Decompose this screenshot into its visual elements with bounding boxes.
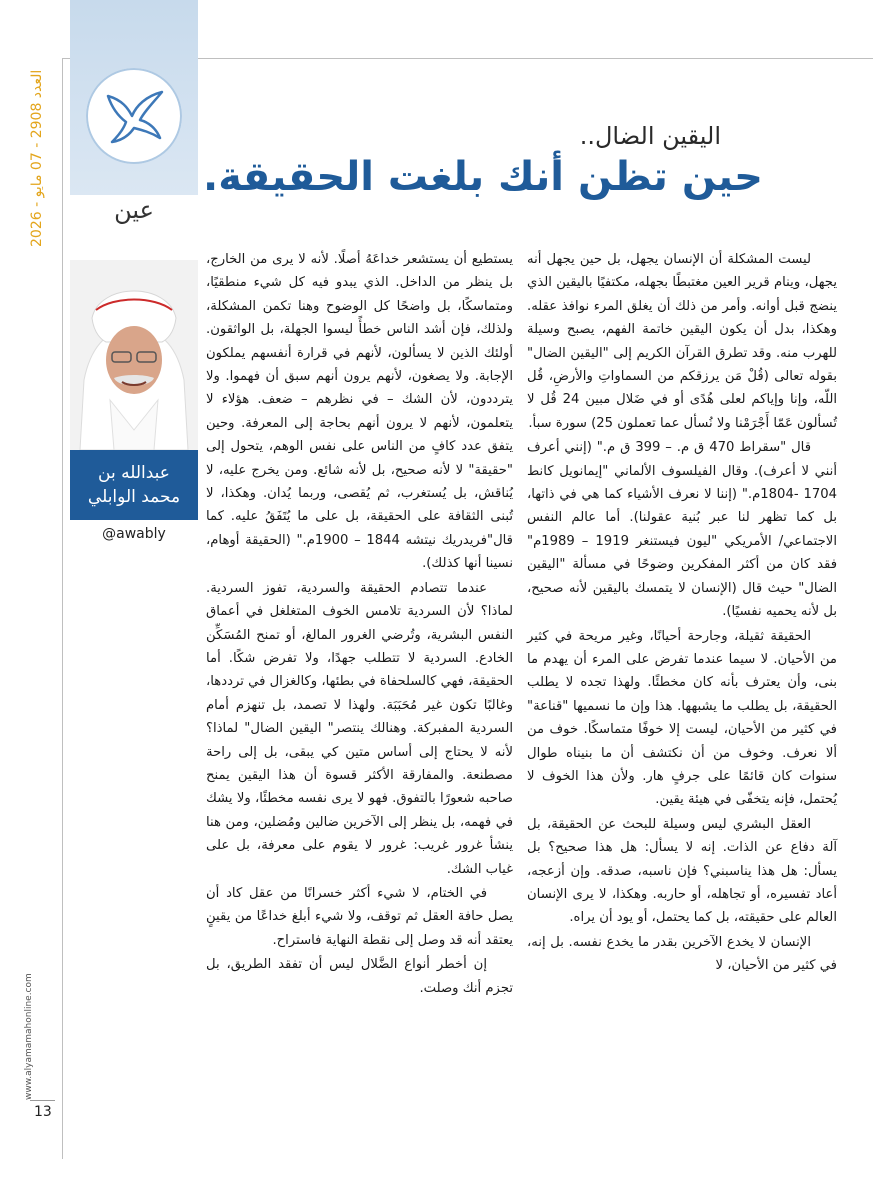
author-photo <box>70 260 198 450</box>
page-number: 13 <box>34 1104 52 1120</box>
paragraph: العقل البشري ليس وسيلة للبحث عن الحقيقة، بل آلة دفاع عن الذات. إنه لا يسأل: هل هذا صحيح؟ بل يسأل: هل هذا يناسبني؟ فإن ناسبه، صدقه. وإن أزعجه، أعاد تفسيره، أو تجاهله، أو حاربه. وهكذا، لا يرى الإنسان العالم على حقيقته، بل كما يحتمل، أو يود أن يراه. <box>527 816 837 926</box>
section-name: عين <box>114 196 154 224</box>
paragraph: إن أخطر أنواع الضَّلال ليس أن تفقد الطريق، بل تجزم أنك وصلت. <box>206 957 513 996</box>
paragraph: الحقيقة ثقيلة، وجارحة أحيانًا، وغير مريحة في كثير من الأحيان. لا سيما عندما تفرض على المرء أن يهدم ما بنى، وأن يعترف بأنه كان مخطئًا. ولهذا تجده لا يطلب الحقيقة، بل يطلب ما يشبهها. هذا وإن ما نسميها "قناعة" في كثير من الأحيان، ليست إلا خوفًا متماسكًا. خوف من ألا نعرف. وخوف من أن نكتشف أن ما بنيناه طوال سنوات كان قائمًا على جرفٍ هار. ولأن هذا الخوف لا يُحتمل، فإنه يتخفّى في هيئة يقين. <box>527 628 837 808</box>
author-name-line1: عبدالله بن <box>98 463 170 483</box>
bird-logo-icon <box>100 82 168 150</box>
section-logo <box>86 68 182 164</box>
paragraph: ليست المشكلة أن الإنسان يجهل، بل حين يجهل أنه يجهل، وينام قرير العين مغتبطًا بجهله، مكتفيًا باليقين الذي ينضج قبل أوانه. وأمر من ذلك أن يغلق المرء نوافذ عقله. وهكذا، بدل أن يكون اليقين خاتمة الفهم، يصبح وسيلة للهرب منه. وقد تطرق القرآن الكريم إلى "اليقين الضال" بقوله تعالى (قُلْ مَن يرزقكم من السماواتِ والأرضِ، قُل اللّه، وإنا وإياكم لعلى هُدًى أو في ضَلال مبين 24 قُل لا تُسألون عَمّا أَجْرَمْنا ولا نُسأل عما تعملون 25) سورة سبأ. <box>527 252 838 431</box>
website-url[interactable]: www.alyamamahonline.com <box>24 973 34 1100</box>
paragraph: عندما تتصادم الحقيقة والسردية، تفوز السردية. لماذا؟ لأن السردية تلامس الخوف المتغلغل في أعماق النفس البشرية، وتُرضي الغرور المالغ، أو تمنح المُسَكِّن الخادع. السردية لا تتطلب جهدًا، ولا تفرض شكًا. أما الحقيقة، فهي كالسلحفاة في بطئها، وكالغزال في ترددها، وغالبًا تكون غير مُحَبَبَة. ولهذا لا تصمد، بل تنهزم أمام السردية المفبركة. وهنالك ينتصر" اليقين الضال" لماذا؟ لأنه لا يحتاج إلى أساس متين كي يبقى، بل إلى راحة مصطنعة. والمفارقة الأكثر قسوة أن هذا اليقين يمنح صاحبه شعورًا بالتفوق. فهو لا يرى نفسه مخطئًا، ولا يشك في فهمه، بل ينظر إلى الآخرين ضالين ومُضلين، ومن هنا ينشأ غرور غريب: غرور لا يقوم على معرفة، بل على غياب الشك. <box>205 580 513 877</box>
author-name-line2: محمد الوابلي <box>87 487 181 507</box>
article-kicker: اليقين الضال.. <box>579 122 721 150</box>
paragraph: يستطيع أن يستشعر خداعَهُ أصلًا. لأنه لا يرى من الخارج، بل ينظر من الداخل. الذي يبدو فيه كل شيء منطقيًا، ومتماسكًا، بل واضحًا كل الوضوح وهنا تكمن المشكلة، ولذلك، فإن أشد الناس خطأً ليسوا الجهلة، بل الواثقون. أولئك الذين لا يسألون، لأنهم في قرارة أنفسهم يملكون الإجابة. ولا يصغون، لأنهم يرون أنهم سبق أن فهموا. ولا يترددون، لأن الشك – في نظرهم – ضعف. هؤلاء لا يتعلمون، لأنهم لا يرون أنهم بحاجة إلى المعرفة. وحين يتفق عدد كافٍ من الناس على نفس الوهم، يتحول إلى "حقيقة" لا لأنه صحيح، بل لأنه شائع. ومن يخرج عليه، لا يُناقش، بل يُستغرب، ثم يُقصى، وربما يُدان. وهكذا، لا تُبنى الثقافة على الحقيقة، بل على ما يُتَفَقُ عليه. كما قال"فريدريك نيتشه 1844 – 1900م." (الحقيقة أوهام، نسينا أنها كذلك). <box>206 252 513 572</box>
issue-line: العدد 2908 - 07 مايو - 2026 <box>29 70 45 248</box>
article-headline: حين تظن أنك بلغت الحقيقة. <box>203 154 763 200</box>
paragraph: قال "سقراط 470 ق م. – 399 ق م." (إنني أعرف أنني لا أعرف). وقال الفيلسوف الألماني "إيمانويل كانط 1704 -1804م." (إننا لا نعرف الأشياء كما هي في ذاتها، بل كما تظهر لنا عبر بُنية عقولنا). أما عالم النفس الاجتماعي/ الأمريكي "ليون فيستنغر 1919 – 1989م" فقد كان من أكثر المفكرين وضوحًا في مسألة "اليقين الضال" حيث قال (الإنسان لا يتمسك باليقين لأنه صحيح، بل لأنه يحميه نفسيًا). <box>527 440 838 620</box>
page-number-divider <box>30 1100 55 1101</box>
author-name-box <box>70 450 198 520</box>
paragraph: الإنسان لا يخدع الآخرين بقدر ما يخدع نفسه. بل إنه، في كثير من الأحيان، لا <box>527 934 837 974</box>
paragraph: في الختام، لا شيء أكثر خسرانًا من عقل كاد أن يصل حافة العقل ثم توقف، ولا شيء أبلغ خداعًا من يقينٍ يعتقد أنه قد وصل إلى نقطة النهاية فاستراح. <box>206 885 513 948</box>
article-column-right <box>527 248 837 979</box>
author-handle[interactable]: @awably <box>102 526 166 542</box>
article-column-left <box>206 248 513 1001</box>
